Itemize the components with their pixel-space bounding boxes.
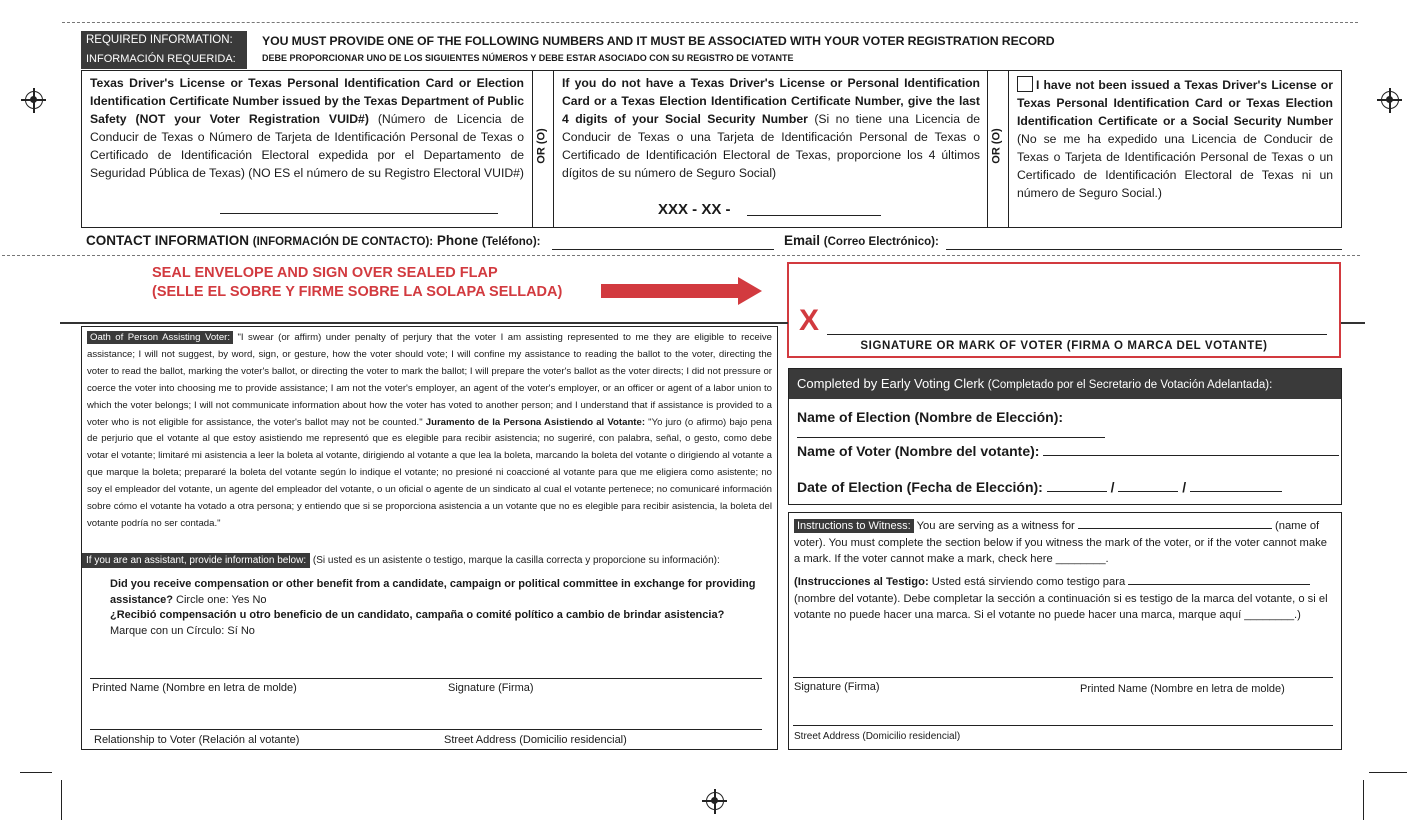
seal-line-2: (SELLE EL SOBRE Y FIRME SOBRE LA SOLAPA SELLADA) (152, 284, 563, 300)
witness-instructions-es (794, 574, 1332, 624)
not-issued-text-es: (No se me ha expedido una Licencia de Conducir de Texas o Tarjeta de Identificación Personal de Texas o un Certificado de Identificación Electoral de Texas ni un número de Seguro Social.) (1017, 132, 1333, 200)
phone-field[interactable] (552, 249, 774, 250)
election-date-row: Date of Election (Fecha de Elección): / / (797, 479, 1282, 495)
ssn-text-es: (Si no tiene una Licencia de Conducir de Texas o una Tarjeta de Identificación Personal de Texas o Certificado de Identificación Electoral de Texas, proporcione los 4 últimos dígitos de su número de Seguro Social) (562, 112, 981, 180)
clerk-header-en: Completed by Early Voting Clerk (797, 376, 985, 391)
flap-line (60, 322, 788, 324)
date-month-field[interactable] (1047, 491, 1107, 492)
assistant-label-es: (Si usted es un asistente o testigo, marque la casilla correcta y proporcione su información): (312, 555, 720, 566)
top-fold-line (62, 22, 1358, 23)
witness-label-es: (Instrucciones al Testigo: (794, 576, 929, 588)
oath-text-es: "Yo juro (o afirmo) bajo pena de perjurio que el votante al que estoy asistiendo me representó que es elegible para recibir asistencia; no sugeriré, con palabra, señal, o gesto, como debe votar el votante; limitaré mi asistencia a leer la boleta al votante, dirigiendo al votante a que lea la boleta, marcando la boleta del votante o dirigiendo al votante a que marque la boleta; prepararé la boleta del votante según lo indique el votante; no presioné ni coaccioné al votante para que me eligiera como asistente; no soy el empleador del votante, un agente del empleador del votante, o un oficial o agente de un sindicato al cual el votante pertenece; no comunicaré información sobre cómo el votante ha votado a otra persona; y entiendo que si se proporciona asistencia a un votante que no es elegible para recibir asistencia, la boleta del votante podría no ser contada." (87, 416, 772, 529)
witness-text-1: You are serving as a witness for (916, 520, 1075, 532)
crop-mark (1369, 772, 1407, 773)
or-label: OR (O) (535, 128, 548, 164)
assistant-header (82, 553, 777, 568)
circle-one-es[interactable]: Marque con un Círculo: Sí No (110, 624, 255, 637)
contact-label: CONTACT INFORMATION (86, 233, 249, 248)
id-box-license (81, 70, 533, 228)
required-info-title-es: DEBE PROPORCIONAR UNO DE LOS SIGUIENTES NÚMEROS Y DEBE ESTAR ASOCIADO CON SU REGISTRO DE VOTANTE (262, 53, 794, 63)
ssn-text: If you do not have a Texas Driver's License or Personal Identification Card or a Texas Election Identification Certificate Number, give the last 4 digits of your Social Security Number (562, 76, 980, 126)
required-info-title: YOU MUST PROVIDE ONE OF THE FOLLOWING NUMBERS AND IT MUST BE ASSOCIATED WITH YOUR VOTER REGISTRATION RECORD (262, 34, 1055, 48)
license-text: Texas Driver's License or Texas Personal Identification Card or Election Identification Certificate Number issued by the Texas Department of Public Safety (NOT your Voter Registration VUID#) (90, 76, 524, 126)
or-divider (987, 70, 1009, 228)
seal-instructions (152, 264, 562, 302)
relationship-line[interactable] (90, 729, 762, 730)
oath-text: "I swear (or affirm) under penalty of perjury that the voter I am assisting represented to me they are eligible to receive assistance; I will not suggest, by word, sign, or gesture, how the voter should vote; I will confine my assistance to reading the ballot to the voter, directing the voter to read the ballot, marking the voter's ballot, or directing the voter to mark the ballot; I will prepare the voter's ballot as the voter directs; I did not pressure or coerce the voter into choosing me to provide assistance; I am not the voter's employer, an agent of the voter's employer, or an officer or agent of a labor union to which the voter belongs; I will not communicate information about how the voter has voted to another person; and I understand that if assistance is provided to a voter who is not eligible for assistance, the voter's ballot may not be counted." (87, 332, 772, 428)
witness-voter-name-field-es[interactable] (1128, 574, 1310, 585)
license-text-es: (Número de Licencia de Conducir de Texas o Número de Tarjeta de Identificación Personal de Texas o Certificado de Identificación Electoral expedida por el Departamento de Seguridad Pública de Texas) (NO ES el número de su Registro Electoral VUID#) (90, 112, 524, 180)
voter-name-field[interactable] (1043, 455, 1339, 456)
ssn-prefix: XXX - XX - (658, 201, 731, 218)
email-field[interactable] (946, 249, 1342, 250)
license-number-field[interactable] (220, 213, 498, 214)
witness-signature-line[interactable] (793, 677, 1333, 678)
voter-name-row (797, 443, 1339, 459)
witness-text-es-1: Usted está sirviendo como testigo para (931, 576, 1126, 588)
required-label-es: INFORMACIÓN REQUERIDA: (81, 50, 247, 69)
email-block (784, 233, 939, 248)
signature-line (827, 334, 1327, 335)
witness-label: Instructions to Witness: (794, 519, 914, 533)
election-name-label: Name of Election (Nombre de Elección): (797, 409, 1064, 425)
street-address-label: Street Address (Domicilio residencial) (444, 734, 627, 746)
oath-label: Oath of Person Assisting Voter: (87, 331, 233, 344)
clerk-header (789, 369, 1341, 399)
witness-text-es-2: (nombre del votante). Debe completar la sección a continuación si es testigo de la marca del votante, o si el votante no puede hacer una marca. Si el votante no puede hacer una marca, marque aquí ________.) (794, 592, 1328, 621)
signature-label-assistant: Signature (Firma) (448, 682, 534, 694)
phone-label: Phone (436, 233, 479, 248)
fold-line (2, 255, 1360, 256)
witness-signature-label: Signature (Firma) (794, 681, 880, 693)
date-year-field[interactable] (1190, 491, 1282, 492)
witness-address-line[interactable] (793, 725, 1333, 726)
assistant-label: If you are an assistant, provide information below: (82, 553, 310, 568)
crop-mark (20, 772, 52, 773)
registration-mark-icon (33, 88, 35, 113)
circle-one-en[interactable]: Circle one: Yes No (176, 593, 267, 606)
registration-mark-icon (1389, 88, 1391, 113)
id-box-none (1008, 70, 1342, 228)
contact-label-es: (INFORMACIÓN DE CONTACTO): (252, 236, 434, 248)
id-box-ssn (553, 70, 988, 228)
oath-label-es: Juramento de la Persona Asistiendo al Votante: (425, 416, 646, 428)
compensation-q-en: Did you receive compensation or other benefit from a candidate, campaign or political committee in exchange for providing assistance? (110, 578, 756, 606)
arrow-right-icon (601, 284, 739, 298)
printed-name-label: Printed Name (Nombre en letra de molde) (92, 682, 297, 694)
registration-mark-icon (714, 789, 716, 814)
contact-info (86, 233, 540, 248)
not-issued-text: I have not been issued a Texas Driver's License or Texas Personal Identification Card or Texas Election Identification Certificate or a Social Security Number (1017, 78, 1333, 128)
witness-street-label: Street Address (Domicilio residencial) (794, 731, 961, 742)
witness-printed-name-label: Printed Name (Nombre en letra de molde) (1080, 683, 1285, 695)
oath-box (81, 326, 778, 750)
email-label-es: (Correo Electrónico): (823, 236, 939, 248)
flap-line (1341, 322, 1365, 324)
required-info-header (81, 31, 247, 69)
arrow-head-icon (738, 277, 762, 305)
or-divider (532, 70, 554, 228)
signature-label: SIGNATURE OR MARK OF VOTER (FIRMA O MARCA DEL VOTANTE) (860, 340, 1268, 352)
email-label: Email (784, 233, 821, 248)
signature-x-mark: X (799, 304, 820, 337)
required-label-en: REQUIRED INFORMATION: (81, 31, 247, 50)
witness-text-2: (name of voter). You must complete the section below if you witness the mark of the voter, or if the voter cannot make a mark. If the voter cannot make a mark, check here ________. (794, 520, 1327, 565)
printed-name-line[interactable] (90, 678, 762, 679)
witness-instructions-en (794, 518, 1332, 568)
election-date-label: Date of Election (Fecha de Elección): (797, 479, 1043, 495)
phone-label-es: (Teléfono): (481, 236, 541, 248)
election-name-field[interactable] (797, 437, 1105, 438)
relationship-label: Relationship to Voter (Relación al votante) (94, 734, 300, 746)
ssn-last4-field[interactable] (747, 215, 881, 216)
witness-box (788, 512, 1342, 750)
crop-mark (61, 780, 62, 820)
compensation-q-es: ¿Recibió compensación u otro beneficio de un candidato, campaña o comité político a cambio de brindar asistencia? (110, 609, 725, 621)
clerk-header-es: (Completado por el Secretario de Votación Adelantada): (987, 379, 1273, 391)
or-label: OR (O) (990, 128, 1003, 164)
crop-mark (1363, 780, 1364, 820)
date-day-field[interactable] (1118, 491, 1178, 492)
not-issued-checkbox[interactable] (1017, 76, 1033, 92)
seal-line-1: SEAL ENVELOPE AND SIGN OVER SEALED FLAP (152, 265, 498, 281)
witness-voter-name-field[interactable] (1078, 518, 1272, 529)
clerk-box (788, 368, 1342, 505)
voter-name-label: Name of Voter (Nombre del votante): (797, 443, 1040, 459)
election-name-row (797, 409, 1341, 441)
voter-signature-box[interactable] (787, 262, 1341, 358)
compensation-question (110, 577, 760, 639)
